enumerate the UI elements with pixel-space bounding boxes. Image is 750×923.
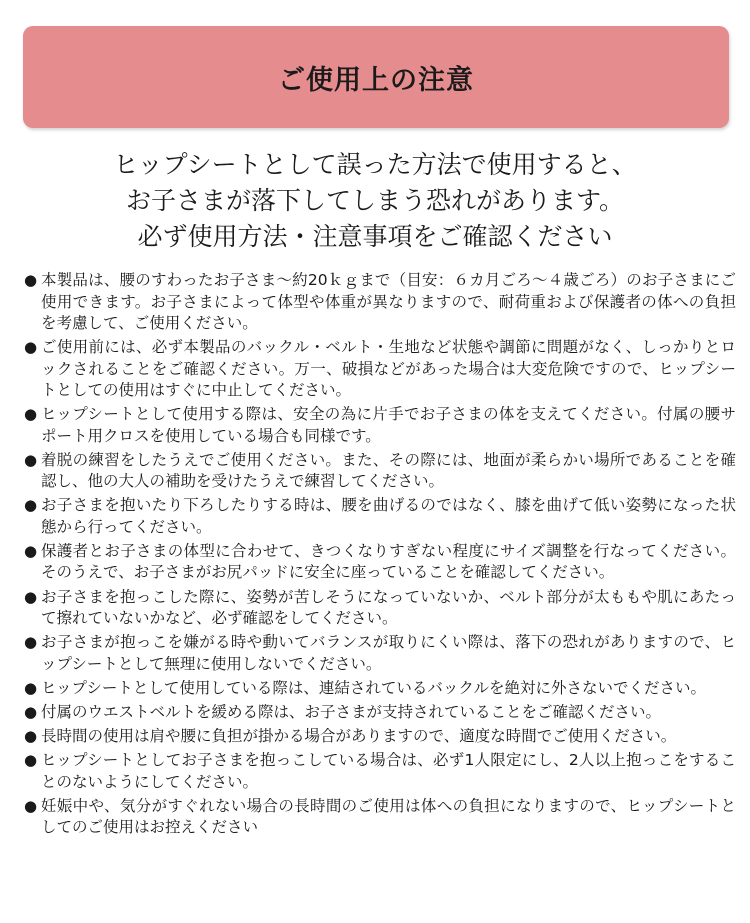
bullet-icon: ●: [24, 587, 38, 606]
caution-item: [24, 270, 736, 335]
bullet-icon: ●: [24, 796, 38, 815]
bullet-icon: ●: [24, 726, 38, 745]
caution-text: 長時間の使用は肩や腰に負担が掛かる場合がありますので、適度な時間でご使用ください。: [41, 726, 677, 745]
caution-item: [24, 726, 736, 748]
caution-text: 着脱の練習をしたうえでご使用ください。また、その際には、地面が柔らかい場所であることを確認し、他の大人の補助を受けたうえで練習してください。: [41, 450, 736, 491]
caution-text: ヒップシートとして使用する際は、安全の為に片手でお子さまの体を支えてください。付属の腰サポート用クロスを使用している場合も同様です。: [41, 405, 736, 445]
caution-item: [24, 495, 736, 538]
caution-text: お子さまを抱いたり下ろしたりする時は、腰を曲げるのではなく、膝を曲げて低い姿勢になった状態から行ってください。: [41, 496, 736, 536]
caution-item: [24, 541, 736, 584]
caution-text: ご使用前には、必ず本製品のバックル・ベルト・生地など状態や調節に問題がなく、しっかりとロックされることをご確認ください。万一、破損などがあった場合は大変危険ですので、ヒップシートとしての使用はすぐに中止してください。: [41, 338, 736, 400]
caution-text: 妊娠中や、気分がすぐれない場合の長時間のご使用は体への負担になりますので、ヒップシートとしてのご使用はお控えください: [41, 796, 736, 837]
caution-item: [24, 587, 736, 630]
bullet-icon: ●: [24, 702, 38, 721]
bullet-icon: ●: [24, 450, 38, 469]
bullet-icon: ●: [24, 678, 38, 697]
intro-line: お子さまが落下してしまう恐れがあります。: [125, 186, 624, 215]
caution-item: [24, 796, 736, 839]
caution-item: [24, 702, 736, 724]
bullet-icon: ●: [24, 496, 38, 515]
caution-text: 本製品は、腰のすわったお子さま〜約20ｋｇまで（目安：６カ月ごろ〜４歳ごろ）のお子さまにご使用できます。お子さまによって体型や体重が異なりますので、耐荷重および保護者の体への負担を考慮して、ご使用ください。: [41, 271, 736, 332]
caution-text: 付属のウエストベルトを緩める際は、お子さまが支持されていることをご確認ください。: [41, 702, 662, 721]
intro-warning: [0, 147, 750, 255]
caution-item: [24, 632, 736, 675]
caution-text: お子さまが抱っこを嫌がる時や動いてバランスが取りにくい際は、落下の恐れがありますので、ヒップシートとして無理に使用しないでください。: [41, 633, 736, 673]
header-banner: [23, 26, 729, 128]
caution-item: [24, 337, 736, 402]
caution-text: 保護者とお子さまの体型に合わせて、きつくなりすぎない程度にサイズ調整を行なってください。そのうえで、お子さまがお尻パッドに安全に座っていることを確認してください。: [41, 541, 736, 582]
bullet-icon: ●: [24, 751, 38, 770]
intro-line: ヒップシートとして誤った方法で使用すると、: [113, 150, 637, 179]
bullet-icon: ●: [24, 338, 38, 357]
caution-text: ヒップシートとして使用している際は、連結されているバックルを絶対に外さないでください。: [41, 678, 706, 697]
caution-item: [24, 678, 736, 700]
caution-text: ヒップシートとしてお子さまを抱っこしている場合は、必ず1人限定にし、2人以上抱っこをすることのないようにしてください。: [41, 751, 736, 791]
intro-line: 必ず使用方法・注意事項をご確認ください: [137, 222, 613, 251]
caution-list: [24, 270, 736, 841]
caution-text: お子さまを抱っこした際に、姿勢が苦しそうになっていないか、ベルト部分が太ももや肌にあたって擦れていないかなど、必ず確認をしてください。: [41, 587, 736, 628]
page-title: ご使用上の注意: [278, 64, 474, 96]
bullet-icon: ●: [24, 541, 38, 560]
bullet-icon: ●: [24, 405, 38, 424]
caution-item: [24, 750, 736, 793]
bullet-icon: ●: [24, 633, 38, 652]
caution-item: [24, 450, 736, 493]
caution-item: [24, 404, 736, 447]
bullet-icon: ●: [24, 271, 38, 289]
